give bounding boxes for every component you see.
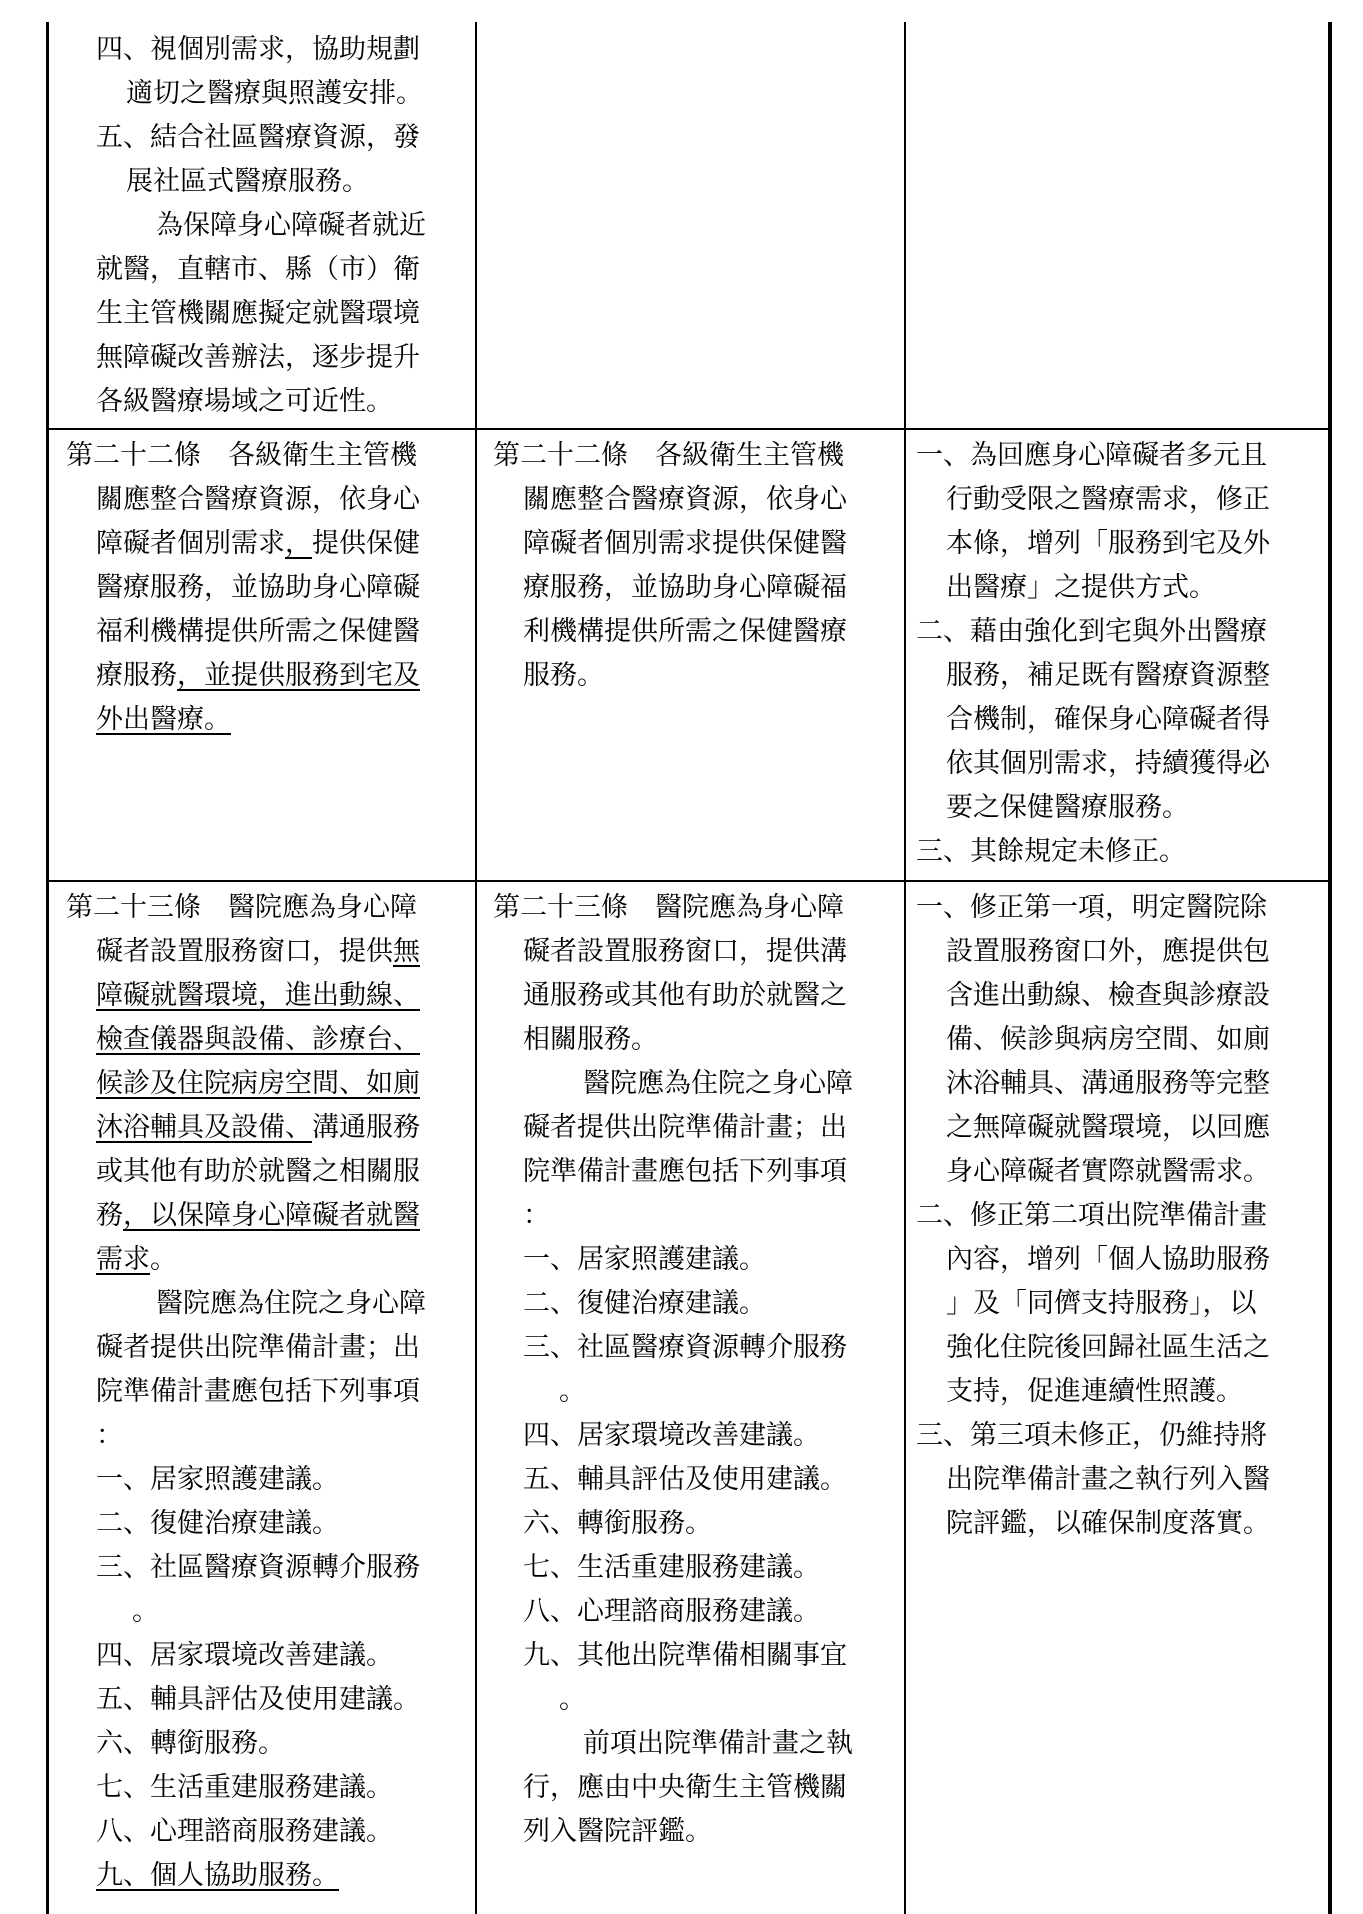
text-line: 生主管機關應擬定就醫環境 bbox=[96, 298, 420, 329]
text-line: 九、其他出院準備相關事宜 bbox=[523, 1640, 847, 1671]
amended-text: 需求 bbox=[96, 1244, 150, 1275]
text-line: 六、轉銜服務。 bbox=[523, 1508, 712, 1539]
text-line: 通服務或其他有助於就醫之 bbox=[523, 980, 847, 1011]
table-border-right bbox=[1328, 22, 1332, 1914]
text-line: 四、居家環境改善建議。 bbox=[96, 1640, 393, 1671]
row2-col1-cell bbox=[66, 434, 466, 742]
text-line: 行動受限之醫療需求，修正 bbox=[946, 484, 1270, 515]
text-line: 一、居家照護建議。 bbox=[523, 1244, 766, 1275]
text-line: 列入醫院評鑑。 bbox=[523, 1816, 712, 1847]
text-line: ： bbox=[96, 1420, 123, 1451]
text-line: 強化住院後回歸社區生活之 bbox=[946, 1332, 1270, 1363]
text-line: 服務，補足既有醫療資源整 bbox=[946, 660, 1270, 691]
text-line: 適切之醫療與照護安排。 bbox=[126, 78, 423, 109]
text-segment: 療服務 bbox=[96, 660, 177, 691]
text-line: 三、社區醫療資源轉介服務 bbox=[96, 1552, 420, 1583]
amended-text: 沐浴輔具及設備、 bbox=[96, 1112, 312, 1143]
row2-col3-cell bbox=[916, 434, 1324, 874]
text-line: 三、其餘規定未修正。 bbox=[916, 836, 1186, 867]
text-line: 五、輔具評估及使用建議。 bbox=[96, 1684, 420, 1715]
amended-text: 九、個人協助服務。 bbox=[96, 1860, 339, 1891]
text-line: 一、修正第一項，明定醫院除 bbox=[916, 892, 1267, 923]
text-line: 服務。 bbox=[523, 660, 604, 691]
text-line: 二、復健治療建議。 bbox=[523, 1288, 766, 1319]
text-line bbox=[66, 522, 466, 566]
text-line: 二、復健治療建議。 bbox=[96, 1508, 339, 1539]
text-line: 醫院應為住院之身心障 bbox=[156, 1288, 426, 1319]
text-line bbox=[66, 1106, 466, 1150]
text-line: 含進出動線、檢查與診療設 bbox=[946, 980, 1270, 1011]
text-line: 三、社區醫療資源轉介服務 bbox=[523, 1332, 847, 1363]
text-line: 八、心理諮商服務建議。 bbox=[96, 1816, 393, 1847]
column-divider-2 bbox=[904, 22, 906, 1914]
amended-text: ，並提供服務到宅及 bbox=[177, 660, 420, 691]
text-line: 為保障身心障礙者就近 bbox=[156, 210, 426, 241]
amended-text: 障礙就醫環境，進出動線、 bbox=[96, 980, 420, 1011]
text-segment: 務 bbox=[96, 1200, 123, 1231]
text-line: 。 bbox=[559, 1376, 586, 1407]
text-line: 八、心理諮商服務建議。 bbox=[523, 1596, 820, 1627]
text-line: 就醫，直轄市、縣（市）衛 bbox=[96, 254, 420, 285]
text-line: 行，應由中央衛生主管機關 bbox=[523, 1772, 847, 1803]
text-line: 沐浴輔具、溝通服務等完整 bbox=[946, 1068, 1270, 1099]
article-22-heading: 第二十二條 各級衛生主管機 bbox=[493, 440, 844, 471]
text-line: ： bbox=[523, 1200, 550, 1231]
text-line: 設置服務窗口外，應提供包 bbox=[946, 936, 1270, 967]
text-line: 七、生活重建服務建議。 bbox=[523, 1552, 820, 1583]
text-line: 相關服務。 bbox=[523, 1024, 658, 1055]
amended-text: 候診及住院病房空間、如廁 bbox=[96, 1068, 420, 1099]
amended-text: 無 bbox=[393, 936, 420, 967]
text-line: 身心障礙者實際就醫需求。 bbox=[946, 1156, 1270, 1187]
text-line: 礙者設置服務窗口，提供溝 bbox=[523, 936, 847, 967]
text-line: 五、輔具評估及使用建議。 bbox=[523, 1464, 847, 1495]
text-line: 前項出院準備計畫之執 bbox=[583, 1728, 853, 1759]
text-line: 六、轉銜服務。 bbox=[96, 1728, 285, 1759]
text-line: 或其他有助於就醫之相關服 bbox=[96, 1156, 420, 1187]
article-23-heading: 第二十三條 醫院應為身心障 bbox=[493, 892, 844, 923]
text-line: 礙者提供出院準備計畫；出 bbox=[523, 1112, 847, 1143]
row2-col2-cell bbox=[493, 434, 898, 698]
text-line bbox=[66, 698, 466, 742]
text-line: 二、修正第二項出院準備計畫 bbox=[916, 1200, 1267, 1231]
text-segment: 提供保健 bbox=[312, 528, 420, 559]
text-segment: 障礙者個別需求 bbox=[96, 528, 285, 559]
text-line: 福利機構提供所需之保健醫 bbox=[96, 616, 420, 647]
amended-text: 外出醫療。 bbox=[96, 704, 231, 735]
text-line: 之無障礙就醫環境，以回應 bbox=[946, 1112, 1270, 1143]
text-line: 各級醫療場域之可近性。 bbox=[96, 386, 393, 417]
text-line: 醫療服務，並協助身心障礙 bbox=[96, 572, 420, 603]
amended-text: ， bbox=[285, 528, 312, 559]
text-line bbox=[66, 1854, 466, 1898]
table-border-left bbox=[46, 22, 49, 1914]
text-line: 障礙者個別需求提供保健醫 bbox=[523, 528, 847, 559]
text-line: 展社區式醫療服務。 bbox=[126, 166, 369, 197]
text-line: 本條，增列「服務到宅及外 bbox=[946, 528, 1270, 559]
text-line: 院準備計畫應包括下列事項 bbox=[523, 1156, 847, 1187]
text-line: 四、視個別需求，協助規劃 bbox=[96, 34, 420, 65]
text-line bbox=[66, 1238, 466, 1282]
amended-text: ，以保障身心障礙者就醫 bbox=[123, 1200, 420, 1231]
text-line: 要之保健醫療服務。 bbox=[946, 792, 1189, 823]
text-line bbox=[66, 1062, 466, 1106]
text-line: 五、結合社區醫療資源，發 bbox=[96, 122, 420, 153]
column-divider-1 bbox=[475, 22, 477, 1914]
text-line: 合機制，確保身心障礙者得 bbox=[946, 704, 1270, 735]
row-divider-2 bbox=[46, 880, 1332, 882]
text-line: 內容，增列「個人協助服務 bbox=[946, 1244, 1270, 1275]
text-line: 一、為回應身心障礙者多元且 bbox=[916, 440, 1267, 471]
text-line: 三、第三項未修正，仍維持將 bbox=[916, 1420, 1267, 1451]
text-line bbox=[66, 1194, 466, 1238]
text-line: 。 bbox=[132, 1596, 159, 1627]
text-line: 院評鑑，以確保制度落實。 bbox=[946, 1508, 1270, 1539]
text-line: 關應整合醫療資源，依身心 bbox=[96, 484, 420, 515]
amended-text: 檢查儀器與設備、診療台、 bbox=[96, 1024, 420, 1055]
text-line bbox=[66, 974, 466, 1018]
text-line: 依其個別需求，持續獲得必 bbox=[946, 748, 1270, 779]
text-line: 療服務，並協助身心障礙福 bbox=[523, 572, 847, 603]
row1-col1-cell bbox=[66, 28, 466, 424]
text-line: 無障礙改善辦法，逐步提升 bbox=[96, 342, 420, 373]
text-line: 出院準備計畫之執行列入醫 bbox=[946, 1464, 1270, 1495]
text-line bbox=[66, 1018, 466, 1062]
text-line: 。 bbox=[559, 1684, 586, 1715]
text-line: 七、生活重建服務建議。 bbox=[96, 1772, 393, 1803]
text-line bbox=[66, 654, 466, 698]
text-segment: 。 bbox=[150, 1244, 177, 1275]
text-line: 備、候診與病房空間、如廁 bbox=[946, 1024, 1270, 1055]
text-line: 」及「同儕支持服務」，以 bbox=[946, 1288, 1257, 1319]
text-line bbox=[66, 930, 466, 974]
row3-col2-cell bbox=[493, 886, 898, 1854]
article-22-heading: 第二十二條 各級衛生主管機 bbox=[66, 440, 417, 471]
text-line: 四、居家環境改善建議。 bbox=[523, 1420, 820, 1451]
text-line: 出醫療」之提供方式。 bbox=[946, 572, 1216, 603]
text-line: 一、居家照護建議。 bbox=[96, 1464, 339, 1495]
row3-col3-cell bbox=[916, 886, 1324, 1546]
article-23-heading: 第二十三條 醫院應為身心障 bbox=[66, 892, 417, 923]
text-line: 利機構提供所需之保健醫療 bbox=[523, 616, 847, 647]
text-line: 礙者提供出院準備計畫；出 bbox=[96, 1332, 420, 1363]
text-line: 二、藉由強化到宅與外出醫療 bbox=[916, 616, 1267, 647]
row-divider-1 bbox=[46, 428, 1332, 430]
text-segment: 礙者設置服務窗口，提供 bbox=[96, 936, 393, 967]
text-line: 醫院應為住院之身心障 bbox=[583, 1068, 853, 1099]
text-segment: 溝通服務 bbox=[312, 1112, 420, 1143]
text-line: 支持，促進連續性照護。 bbox=[946, 1376, 1243, 1407]
row3-col1-cell bbox=[66, 886, 466, 1898]
text-line: 關應整合醫療資源，依身心 bbox=[523, 484, 847, 515]
text-line: 院準備計畫應包括下列事項 bbox=[96, 1376, 420, 1407]
